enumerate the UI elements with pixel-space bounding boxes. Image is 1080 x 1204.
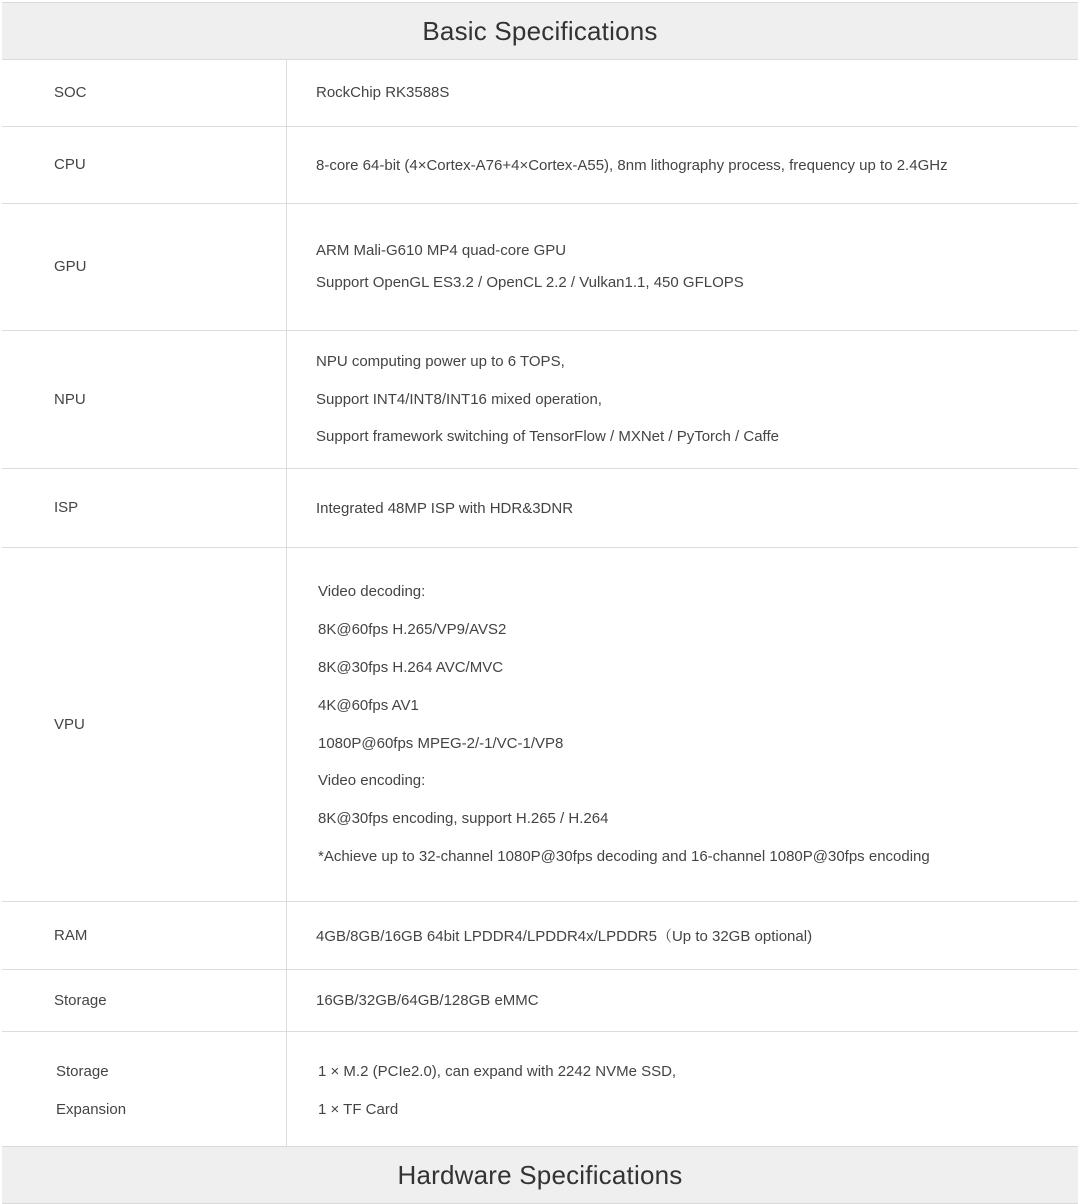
spec-value-line: 16GB/32GB/64GB/128GB eMMC: [316, 992, 539, 1009]
spec-value-line: 1080P@60fps MPEG-2/-1/VC-1/VP8: [318, 734, 564, 752]
spec-label-line: Storage: [56, 1062, 109, 1080]
spec-label: GPU: [2, 204, 287, 330]
spec-value-line: *Achieve up to 32-channel 1080P@30fps decoding and 16-channel 1080P@30fps encoding: [318, 847, 930, 865]
spec-label: NPU: [2, 331, 287, 468]
spec-value: [287, 1032, 1078, 1149]
section-header-basic-specifications: [2, 2, 1078, 60]
spec-table: [2, 59, 1078, 1150]
spec-label: [2, 1032, 287, 1149]
spec-label: Storage: [2, 970, 287, 1031]
spec-label: RAM: [2, 902, 287, 969]
spec-value-line: Integrated 48MP ISP with HDR&3DNR: [316, 499, 574, 517]
spec-row-storage-expansion: [2, 1032, 1078, 1150]
spec-value-line: 8K@30fps encoding, support H.265 / H.264: [318, 810, 609, 828]
spec-row-storage: [2, 970, 1078, 1032]
spec-row-soc: [2, 59, 1078, 127]
spec-value-line: NPU computing power up to 6 TOPS,: [316, 353, 565, 371]
spec-value-line: 4GB/8GB/16GB 64bit LPDDR4/LPDDR4x/LPDDR5（Up to 32GB optional): [316, 928, 813, 945]
spec-value-line: 8-core 64-bit (4×Cortex-A76+4×Cortex-A55), 8nm lithography process, frequency up to 2.4GHz: [316, 156, 948, 174]
spec-value-line: Support OpenGL ES3.2 / OpenCL 2.2 / Vulkan1.1, 450 GFLOPS: [316, 274, 744, 291]
spec-value: [287, 970, 1078, 1031]
spec-value-line: Video encoding:: [318, 772, 426, 790]
spec-value: [287, 59, 1078, 126]
spec-value-line: 4K@60fps AV1: [318, 696, 419, 714]
spec-row-npu: [2, 331, 1078, 469]
spec-value-line: Video decoding:: [318, 583, 426, 601]
section-title: Hardware Specifications: [397, 1159, 683, 1190]
section-title: Basic Specifications: [422, 15, 658, 46]
spec-value: [287, 902, 1078, 969]
spec-value-line: 1 × M.2 (PCIe2.0), can expand with 2242 NVMe SSD,: [318, 1062, 677, 1080]
spec-value: [287, 127, 1078, 203]
spec-value: [287, 331, 1078, 468]
spec-row-isp: [2, 469, 1078, 548]
spec-label: ISP: [2, 469, 287, 547]
spec-value: [287, 548, 1078, 901]
spec-value: [287, 204, 1078, 330]
spec-value-line: Support framework switching of TensorFlow / MXNet / PyTorch / Caffe: [316, 428, 779, 446]
spec-value-line: 1 × TF Card: [318, 1100, 399, 1118]
spec-row-cpu: [2, 127, 1078, 204]
spec-value: [287, 469, 1078, 547]
spec-value-line: RockChip RK3588S: [316, 84, 450, 101]
spec-label: CPU: [2, 127, 287, 203]
spec-row-ram: [2, 902, 1078, 970]
spec-label: SOC: [2, 59, 287, 126]
spec-row-gpu: [2, 204, 1078, 331]
spec-row-vpu: [2, 548, 1078, 902]
section-header-hardware-specifications: [2, 1146, 1078, 1204]
spec-value-line: Support INT4/INT8/INT16 mixed operation,: [316, 390, 602, 408]
spec-label-line: Expansion: [56, 1100, 127, 1118]
spec-value-line: ARM Mali-G610 MP4 quad-core GPU: [316, 242, 567, 259]
spec-label: VPU: [2, 548, 287, 901]
spec-value-line: 8K@30fps H.264 AVC/MVC: [318, 658, 504, 676]
spec-value-line: 8K@60fps H.265/VP9/AVS2: [318, 621, 507, 639]
